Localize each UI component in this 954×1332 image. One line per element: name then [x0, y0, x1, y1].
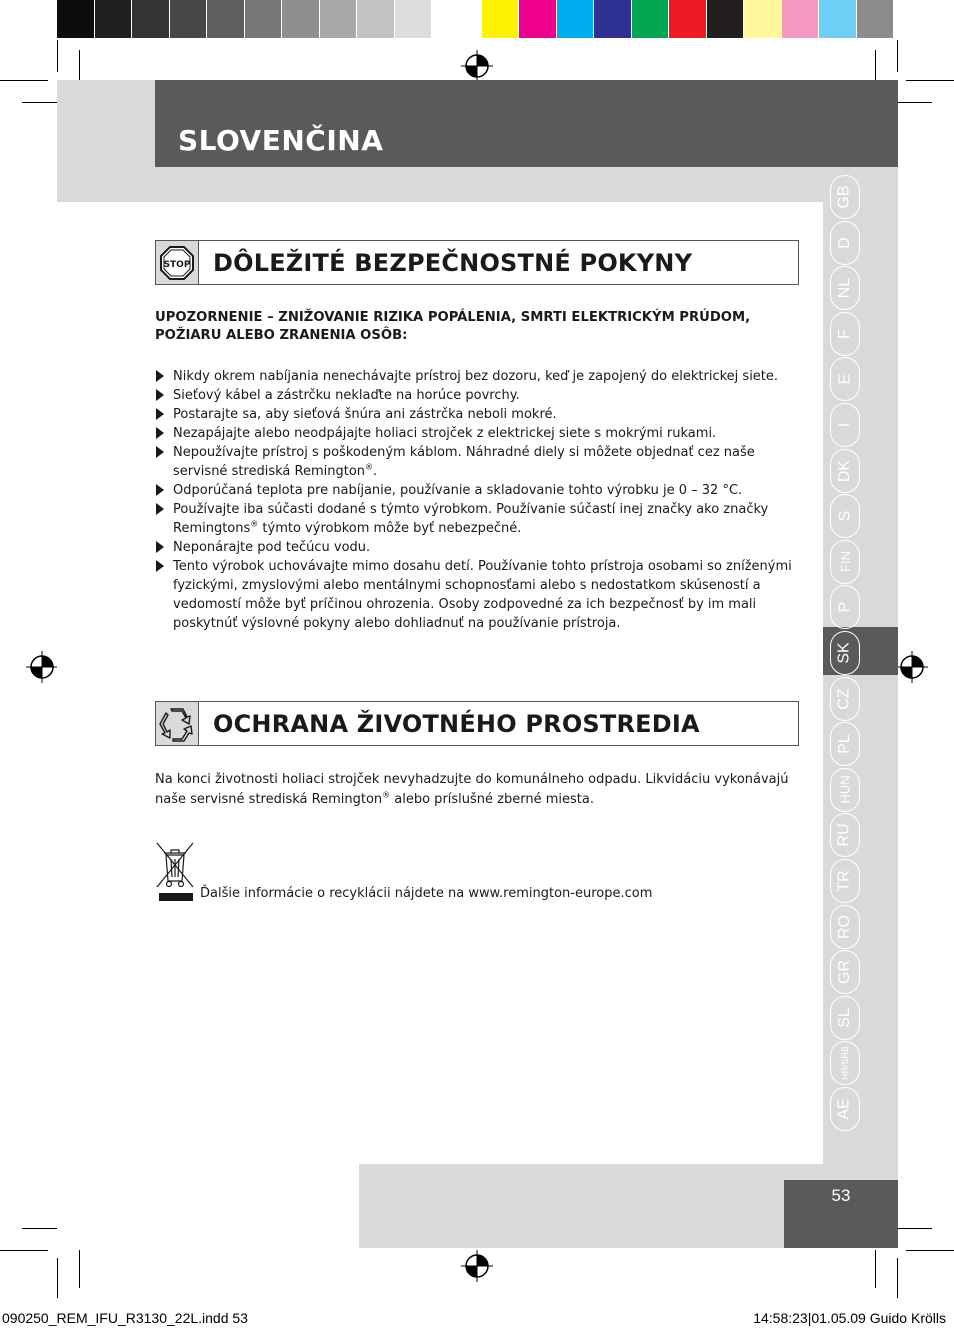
- page-number: 53: [831, 1186, 851, 1205]
- slug-timestamp: 14:58:23|01.05.09 Guido Krölls: [753, 1310, 946, 1326]
- language-tab-label: P: [835, 602, 853, 613]
- color-swatch: [482, 0, 520, 38]
- list-item: Používajte iba súčasti dodané s týmto výrobkom. Používanie súčastí inej značky ako značky Remingtons® týmto výrobkom môže byť nebezpečné.: [155, 500, 795, 538]
- list-item: Nezapájajte alebo neodpájajte holiaci strojček z elektrickej siete s mokrými rukami.: [155, 424, 795, 443]
- language-tab-label: NL: [835, 277, 853, 299]
- environment-text: Na konci životnosti holiaci strojček nevyhadzujte do komunálneho odpadu. Likvidáciu vykonávajú naše servisné strediská Remington® alebo príslušné zberné miesta.: [155, 772, 789, 807]
- gray-swatch: [282, 0, 320, 38]
- language-tab-label: AE: [836, 1098, 853, 1120]
- language-tab-label: RU: [835, 823, 853, 847]
- language-tab-gr: [830, 950, 860, 994]
- gray-swatch: [57, 0, 95, 38]
- language-tab-s: [830, 494, 860, 538]
- language-tab-p: [830, 585, 860, 629]
- safety-section-heading: [155, 240, 799, 285]
- language-tab-label: E: [835, 374, 853, 385]
- color-swatch: [669, 0, 707, 38]
- language-tab-d: [830, 221, 860, 265]
- recycle-icon-box: [156, 702, 199, 745]
- language-tab-hun: [830, 768, 860, 812]
- gray-swatch: [320, 0, 358, 38]
- language-tab-label: SL: [835, 1008, 853, 1028]
- language-tab-label: GR: [836, 960, 853, 985]
- page-title: SLOVENČINA: [178, 124, 384, 157]
- registration-mark-icon: [461, 1250, 493, 1282]
- language-tab-label: RO: [836, 914, 853, 939]
- stop-sign-icon: [159, 245, 195, 281]
- language-tab-label: HR/SRB: [840, 1046, 851, 1081]
- language-tab-ae: [830, 1087, 860, 1131]
- gray-swatch: [245, 0, 283, 38]
- registration-mark-icon: [461, 50, 493, 82]
- list-item: Neponárajte pod tečúcu vodu.: [155, 538, 795, 557]
- language-tab-nl: [830, 266, 860, 310]
- gray-swatch: [395, 0, 433, 38]
- language-tab-sk: [830, 631, 860, 675]
- color-swatch: [857, 0, 895, 38]
- crop-mark: [897, 1258, 898, 1298]
- crop-mark: [0, 1250, 48, 1251]
- color-swatch: [557, 0, 595, 38]
- language-tab-label: DK: [835, 459, 853, 482]
- recycle-icon: [158, 705, 196, 743]
- stop-sign-icon-box: [156, 241, 199, 284]
- crossed-out-bin-icon: [155, 841, 195, 903]
- color-swatch: [782, 0, 820, 38]
- list-item: Tento výrobok uchovávajte mimo dosahu detí. Používanie tohto prístroja osobami so zníženými fyzickými, zmyslovými alebo mentálnymi schopnosťami alebo s nedostatkom skúseností a vedomostí môže byť príčinou ohrozenia. Osoby zodpovedné za ich bezpečnosť by im mali poskytnúť výslovné pokyny alebo dohliadnuť na používanie prístroja.: [155, 557, 795, 633]
- crop-mark: [57, 40, 58, 72]
- color-swatch: [594, 0, 632, 38]
- language-tab-ru: [830, 813, 860, 857]
- language-tab-label: S: [835, 510, 853, 522]
- safety-section-title: DÔLEŽITÉ BEZPEČNOSTNÉ POKYNY: [213, 248, 693, 277]
- language-tab-label: FIN: [837, 551, 853, 573]
- language-tab-sl: [830, 996, 860, 1040]
- stop-sign-label: STOP: [163, 259, 191, 270]
- slug-file-info: 090250_REM_IFU_R3130_22L.indd 53: [2, 1310, 248, 1326]
- gray-swatch: [132, 0, 170, 38]
- language-tab-e: [830, 357, 860, 401]
- registration-mark-icon: [896, 651, 928, 683]
- color-swatch: [819, 0, 857, 38]
- color-bar-gap: [470, 0, 482, 38]
- language-tab-tr: [830, 859, 860, 903]
- language-tab-label: HUN: [837, 775, 853, 804]
- color-swatch: [744, 0, 782, 38]
- printer-color-bar: [57, 0, 894, 38]
- language-tab-label: PL: [835, 734, 853, 754]
- safety-warning: UPOZORNENIE – ZNIŽOVANIE RIZIKA POPÁLENIA, SMRTI ELEKTRICKÝM PRÚDOM, POŽIARU ALEBO ZRANENIA OSÔB:: [155, 310, 751, 343]
- language-tab-i: [830, 403, 860, 447]
- registration-mark-icon: [26, 651, 58, 683]
- gray-swatch: [432, 0, 470, 38]
- crop-mark: [57, 1258, 58, 1298]
- gray-swatch: [357, 0, 395, 38]
- language-tab-label: F: [836, 328, 853, 339]
- gray-swatch: [170, 0, 208, 38]
- environment-section-heading: [155, 701, 799, 746]
- language-tab-f: [830, 312, 860, 356]
- gray-swatch: [207, 0, 245, 38]
- language-tab-label: TR: [835, 870, 853, 892]
- color-swatch: [519, 0, 557, 38]
- crop-mark: [0, 80, 48, 81]
- language-tab-hr-srb: [830, 1041, 860, 1085]
- language-tab-ro: [830, 905, 860, 949]
- language-tab-label: GB: [836, 185, 853, 209]
- language-tab-dk: [830, 449, 860, 493]
- language-tab-fin: [830, 540, 860, 584]
- language-tab-label: D: [836, 236, 853, 249]
- list-item: Odporúčaná teplota pre nabíjanie, používanie a skladovanie tohto výrobku je 0 – 32 °C.: [155, 481, 795, 500]
- language-tab-label: CZ: [835, 687, 853, 710]
- gray-swatch: [95, 0, 133, 38]
- color-swatch: [632, 0, 670, 38]
- list-item: Nepoužívajte prístroj s poškodeným káblom. Náhradné diely si môžete objednať cez naše servisné strediská Remington®.: [155, 443, 795, 481]
- language-tab-gb: [830, 175, 860, 219]
- crop-mark: [897, 40, 898, 72]
- crop-mark: [906, 1250, 954, 1251]
- crop-mark: [906, 80, 954, 81]
- language-tab-label: I: [835, 422, 853, 428]
- environment-section-title: OCHRANA ŽIVOTNÉHO PROSTREDIA: [213, 709, 700, 738]
- language-tab-label: SK: [836, 642, 853, 664]
- recycle-info-text: Ďalšie informácie o recyklácii nájdete na www.remington-europe.com: [200, 886, 653, 901]
- safety-bullet-list: [155, 367, 795, 633]
- color-swatch: [707, 0, 745, 38]
- language-tab-cz: [830, 677, 860, 721]
- list-item: Nikdy okrem nabíjania nenechávajte prístroj bez dozoru, keď je zapojený do elektrickej siete.: [155, 367, 795, 386]
- language-tab-pl: [830, 722, 860, 766]
- list-item: Postarajte sa, aby sieťová šnúra ani zástrčka neboli mokré.: [155, 405, 795, 424]
- list-item: Sieťový kábel a zástrčku neklaďte na horúce povrchy.: [155, 386, 795, 405]
